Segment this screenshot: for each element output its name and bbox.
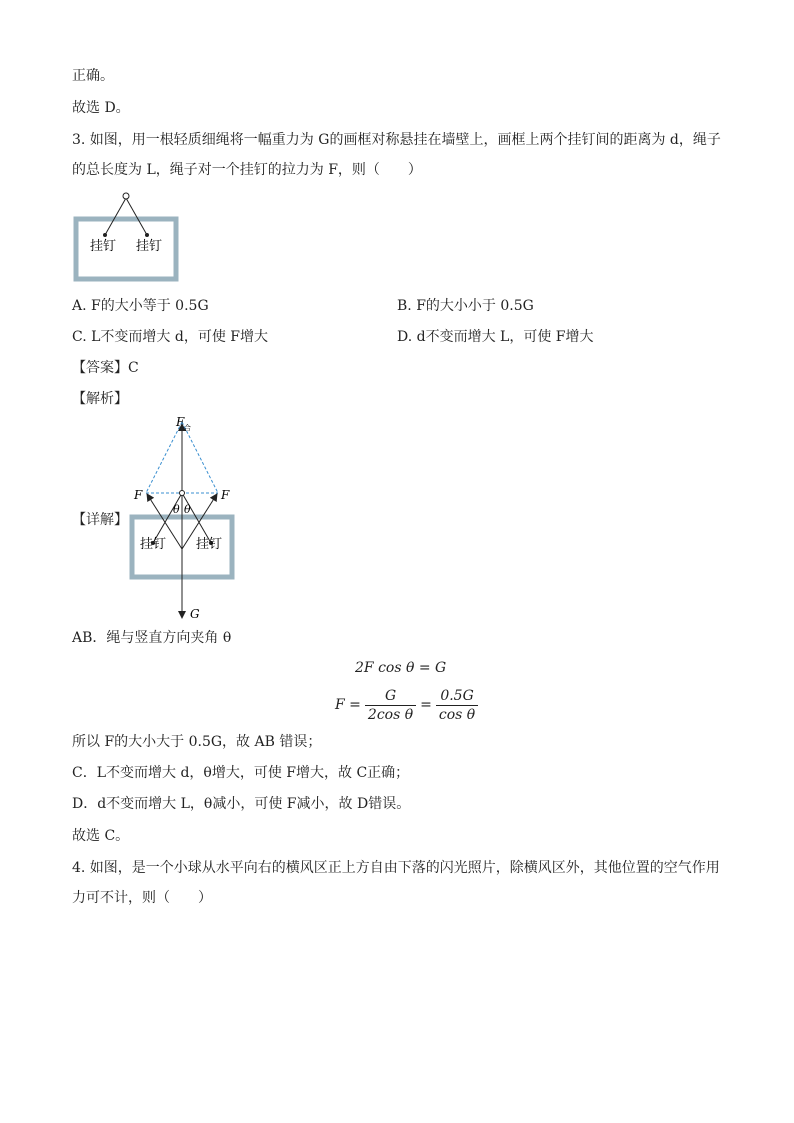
figure-force-diagram	[126, 412, 246, 624]
nail-label-right: 挂钉	[136, 239, 163, 254]
option-a: A. F的大小等于 0.5G	[72, 298, 209, 314]
fraction-1-numerator: G	[365, 687, 416, 706]
dashed-line	[146, 422, 182, 493]
conclusion-d: D．d不变而增大 L，θ减小，可使 F减小，故 D错误。	[72, 796, 411, 812]
detail-label: 【详解】	[72, 512, 128, 528]
label-f-resultant-sub: 合	[184, 424, 191, 432]
fraction-1	[365, 687, 416, 724]
wall-hook-icon	[123, 193, 129, 199]
nail-label-left: 挂钉	[140, 537, 167, 552]
choose-c: 故选 C。	[72, 828, 130, 844]
analysis-label: 【解析】	[72, 391, 128, 407]
fraction-1-denominator: 2cos θ	[367, 706, 414, 723]
label-f-left: F	[134, 488, 143, 502]
question-3-line-1: 3. 如图，用一根轻质细绳将一幅重力为 G的画框对称悬挂在墙壁上，画框上两个挂钉间的距离为 d，绳子	[72, 132, 721, 148]
dashed-line	[182, 422, 218, 493]
nail-label-left: 挂钉	[90, 239, 117, 254]
fraction-2-numerator: 0.5G	[436, 687, 478, 706]
analysis-ab: AB．绳与竖直方向夹角 θ	[72, 630, 232, 646]
eq2-lhs: F =	[335, 697, 361, 713]
conclusion-c: C．L不变而增大 d，θ增大，可使 F增大，故 C正确；	[72, 765, 410, 781]
text-line: 故选 D。	[72, 100, 130, 116]
fraction-2-denominator: cos θ	[438, 706, 476, 723]
figure-frame-hanging	[70, 188, 190, 284]
text-line: 正确。	[72, 68, 114, 84]
equation-2	[335, 684, 478, 726]
question-4-line-2: 力可不计，则（ ）	[72, 890, 212, 906]
option-b: B. F的大小小于 0.5G	[397, 298, 534, 314]
label-theta-right: θ	[184, 503, 191, 516]
knot-point	[180, 491, 185, 496]
nail-label-right: 挂钉	[196, 537, 223, 552]
option-d: D. d不变而增大 L，可使 F增大	[397, 329, 594, 345]
option-c: C. L不变而增大 d，可使 F增大	[72, 329, 268, 345]
question-3-line-2: 的总长度为 L，绳子对一个挂钉的拉力为 F，则（ ）	[72, 162, 422, 178]
conclusion-ab: 所以 F的大小大于 0.5G，故 AB 错误；	[72, 734, 322, 750]
label-g: G	[190, 607, 200, 621]
label-f-resultant: F	[176, 415, 185, 429]
nail-dot	[145, 233, 149, 237]
nail-dot	[103, 233, 107, 237]
question-4-line-1: 4. 如图，是一个小球从水平向右的横风区正上方自由下落的闪光照片，除横风区外，其他位置的空气作用	[72, 860, 720, 876]
answer-label: 【答案】C	[72, 360, 139, 376]
label-theta-left: θ	[173, 503, 180, 516]
fraction-2	[436, 687, 478, 724]
equation-1: 2F cos θ = G	[355, 660, 447, 676]
eq2-equals: =	[420, 697, 432, 713]
label-f-right: F	[221, 488, 230, 502]
